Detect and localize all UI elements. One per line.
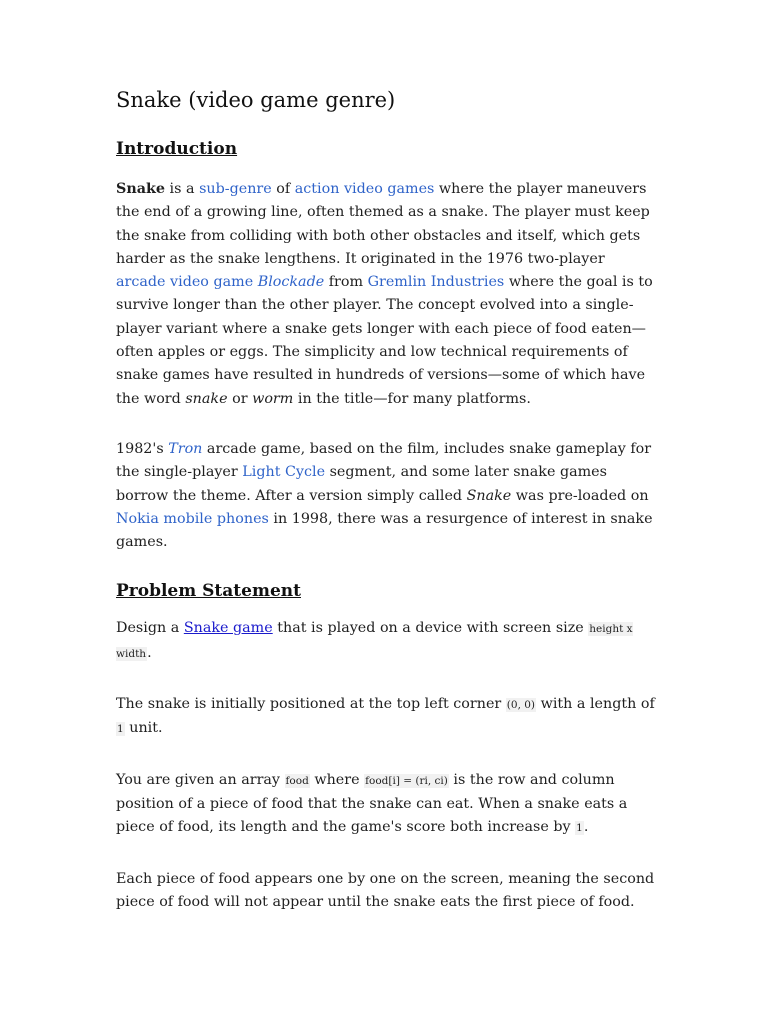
snake-title-italic: Snake — [466, 487, 512, 504]
initial-length-code: 1 — [117, 723, 124, 736]
food-item-code: food[i] = (ri, ci) — [365, 774, 448, 787]
increment-code: 1 — [576, 822, 583, 835]
snake-bold-term: Snake — [116, 181, 165, 197]
introduction-heading: Introduction — [116, 139, 238, 159]
problem-paragraph-1: Design a Snake game that is played on a device with screen size height x width. — [116, 620, 633, 661]
problem-statement-heading: Problem Statement — [116, 581, 301, 602]
arcade-video-game-link[interactable]: arcade video game — [116, 274, 254, 291]
snake-italic-term: snake — [185, 390, 228, 407]
problem-paragraph-2: The snake is initially positioned at the top left corner (0, 0) with a length of 1 unit. — [116, 696, 655, 737]
gremlin-industries-link[interactable]: Gremlin Industries — [367, 274, 505, 291]
tron-link[interactable]: Tron — [168, 440, 203, 457]
problem-paragraph-4: Each piece of food appears one by one on the screen, meaning the second piece of food will not appear until the snake eats the first piece of food. — [116, 870, 655, 910]
document-body — [116, 84, 656, 914]
food-array-code: food — [285, 774, 309, 787]
page-title: Snake (video game genre) — [116, 88, 396, 112]
intro-paragraph-2: 1982's Tron arcade game, based on the film, includes snake gameplay for the single-player Light Cycle segment, and some later snake games borrow the theme. After a version simply called Snake was pre-loaded on Nokia mobile phones in 1998, there was a resurgence of interest in snake games. — [116, 440, 653, 551]
sub-genre-link[interactable]: sub-genre — [199, 181, 272, 197]
worm-italic-term: worm — [252, 390, 294, 407]
action-video-games-link[interactable]: action video games — [294, 181, 435, 197]
light-cycle-link[interactable]: Light Cycle — [242, 464, 326, 481]
nokia-mobile-phones-link[interactable]: Nokia mobile phones — [116, 510, 269, 527]
origin-code: (0, 0) — [506, 699, 536, 712]
screen-size-code: height x width — [116, 623, 633, 660]
intro-paragraph-1: Snake is a sub-genre of action video games where the player maneuvers the end of a growing line, often themed as a snake. The player must keep the snake from colliding with both other obstacles and itself, which gets harder as the snake lengthens. It originated in the 1976 two-player arcade video game Blockade from Gremlin Industries where the goal is to survive longer than the other player. The concept evolved into a single-player variant where a snake gets longer with each piece of food eaten—often apples or eggs. The simplicity and low technical requirements of snake games have resulted in hundreds of versions—some of which have the word snake or worm in the title—for many platforms. — [116, 181, 653, 407]
problem-paragraph-3: You are given an array food where food[i] = (ri, ci) is the row and column position of a piece of food that the snake can eat. When a snake eats a piece of food, its length and the game's score both increase by 1. — [116, 771, 628, 836]
blockade-link[interactable]: Blockade — [257, 274, 325, 291]
snake-game-link[interactable]: Snake game — [183, 620, 273, 637]
